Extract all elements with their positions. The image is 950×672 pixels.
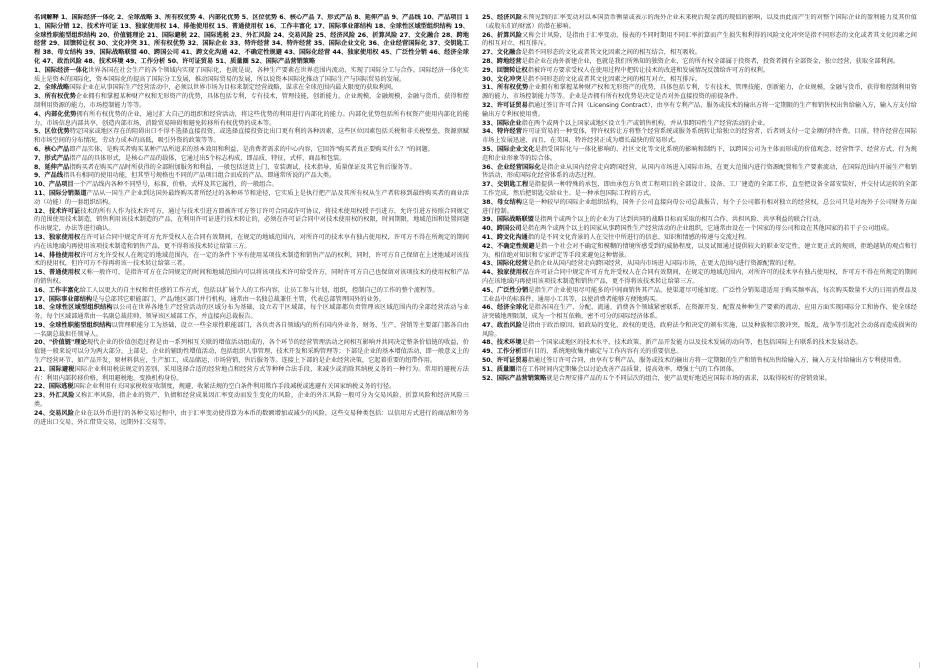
term-heading: 1、国际经济一体化: [34, 66, 89, 74]
term-heading: 32、许可证贸易: [482, 101, 528, 109]
term-definition: 许可方允许受权人在规定的地域范围内，在一定的条件下享有使用某项技术制造和销售产品的权利，同时，许可方自己保留在上述地域对该技术的使用权，但许可方不得再将该一技术转让给第三者。: [34, 251, 469, 268]
definition-entry: [34, 190, 469, 208]
definition-entry: [482, 14, 917, 32]
term-heading: 50、许可证贸易: [482, 357, 528, 365]
term-definition: 是指一个社会对不确定和模糊的情境所感受到的威胁程度，以及试图通过提供较大的职业安定性，建立更正式的规则，拒绝越轨的观点和行为，相信绝对知识和专家评定等手段来避免这种情景。: [482, 242, 917, 259]
term-definition: 指产品的具体形式，是核心产品的载体，它通过出5个标志构成，即品质，特征，式样，商品和包装。: [69, 154, 346, 162]
definition-entry: [34, 67, 469, 85]
term-definition: 指的是不同文化背景的人在交往中所进行的信息、知识和情感的传递与交流过程。: [527, 233, 751, 241]
definition-entry: [482, 181, 917, 199]
definition-entry: [482, 199, 917, 217]
definition-entry: [34, 146, 469, 155]
term-definition: 指通过签订许可合同（Licensing Contract），由享有专利产品、服务或技术的输出方将一定期限的生产和销售权出售给输入方，输入方支付给输出方专利权使用费。: [482, 101, 917, 118]
term-definition: 是指两个或两个以上的企业为了达到共同的战略目标而采取的相互合作、共担风险、共享利益的联合行动。: [533, 216, 825, 224]
term-heading: 33、国际企业: [482, 119, 522, 127]
term-heading: 44、独家使用权: [482, 269, 529, 277]
left-entries: [34, 67, 469, 428]
right-column: [482, 14, 917, 646]
definition-entry: [482, 357, 917, 366]
term-heading: 37、交钥匙工程: [482, 181, 529, 189]
definition-entry: [34, 111, 469, 129]
term-heading: 31、所有权优势: [482, 84, 529, 92]
definition-entry: [34, 287, 469, 296]
definition-entry: [482, 234, 917, 243]
term-definition: 是指由于政治原因，如政局的变化，政权的更迭，政府法令和决定的颁布实施，以及种族和宗教冲突，叛乱，战争等引起社会动荡而造成损害的风险。: [482, 321, 917, 338]
term-definition: 是指一个国家或地区的技术水平，技术政策，新产品开发能力以及技术发展的动向等，也包括国际上有联系的技术发展动态。: [521, 339, 862, 347]
term-definition: 技术的所有人作为技术许可方，通过与技术引进方即被许可方签订许可合同或许可协议，将技术使用权授予引进方，允许引进方按照合同规定的范围使用技术制造，销售利用该技术制造的产品，在利用许可证进行技术转让的，必须在许可证合同中对技术使用权的权限，时间期限，地域范围和处置问题作出规定，办法等进行确认。: [34, 207, 469, 233]
term-heading: 16、工作丰富化: [34, 286, 80, 294]
definition-entry: [482, 260, 917, 269]
definition-entry: [482, 269, 917, 287]
term-heading: 3、所有权优势: [34, 93, 76, 101]
term-definition: 是指企业在海外新建企业，也就是我们所熟知的独资企业，它的所有权全部属于投资者，投资者拥有全部资金，独立经营，获取全部利润。: [521, 57, 899, 65]
term-heading: 15、普通使用权: [34, 269, 81, 277]
term-heading: 9、产品线: [34, 172, 64, 180]
term-heading: 25、经济风险: [482, 14, 523, 21]
term-heading: 23、外汇风险: [34, 392, 75, 400]
definition-entry: [34, 392, 469, 410]
definition-entry: [482, 287, 917, 305]
term-definition: 未预见到的汇率变动对以本国货币衡量或表示的海外企业未来税后现金流的现值的影响，以及由此而产生的对整个国际企业的盈利能力及其价值（或股东们的财富）的潜在影响。: [482, 14, 917, 30]
definition-entry: [34, 128, 469, 146]
term-heading: 42、不确定性规避: [482, 242, 535, 250]
term-heading: 38、母女结构: [482, 198, 523, 206]
term-heading: 17、国际事业部结构: [34, 295, 93, 303]
term-definition: 企业在以外币进行的各种交易过程中，由于汇率变动使得算为本币的数额增加或减少的风险，这些交易种类包括：以信用方式进行的商品和劳务的进出口交易，外汇借贷交易，远期外汇交易等。: [34, 409, 469, 426]
definition-entry: [34, 252, 469, 270]
term-definition: 又称会计风险，是指由于汇率变动，报表的不同时期用不同汇率折算而产生损失和利得的风险文化冲突是指不同形态的文化或者其文化因素之间的相互对立，相互排斥。: [482, 31, 917, 48]
term-heading: 51、质量圈: [482, 365, 516, 373]
term-definition: 在许可证合同中规定许可方允许受权人在合同有效期间，在规定的地域范围内，对所许可的技术享有独占使用权，许可方不得在所规定的期间内在该地域内再使用该项技术制造和销售产品，更不得将该技术转让给第三方。: [482, 269, 917, 285]
term-definition: 指通过签订许可合同，由享有专利产品、服务或技术的输出方将一定期限的生产和销售权出售给输入方，输入方支付给输出方专利使用费。: [527, 357, 906, 365]
term-heading: 18、全球性区域型组织结构: [34, 304, 113, 312]
page-fold-mark-right: [916, 662, 922, 668]
term-definition: 国际企业利用有关国家税收征收制度，规避、收紧法规的空白条件利用欺诈手段减税或逃避有关国家纳税义务的行径。: [73, 383, 396, 391]
definition-entry: [482, 225, 917, 234]
term-definition: 给工人以更大的自主权和责任感的工作方式，包括以扩展个人的工作内容，让员工参与计划，组织，控制自己的工作的整个流程等。: [79, 286, 439, 294]
term-heading: 36、企业经营国际化: [482, 163, 541, 171]
term-definition: 是指受国际化与一体化影响的、社区文化等文化系统的影响和制约下，以跨国公司为主体而形成的价值观念、经营哲学、经营方式、行为规范和企业形象等的综合体。: [482, 145, 917, 162]
term-heading: 26、折算风险: [482, 31, 523, 39]
term-definition: 是指企业从国内经营走向跨国经营，从国内市场进入国际市场，在更大范围内进行资源配置和生产要素流动，在国际范围内开展生产和销售活动，形成国际化经营体系的动态过程。: [482, 163, 917, 180]
definition-entry: [482, 146, 917, 164]
term-heading: 34、特许经营: [482, 128, 523, 136]
term-definition: 是指各国在生产、分配、流通、消费各个领域紧密联系，在资源开发、配置及种种生产要素的流动、应用方面实现国际分工和协作，使全球经济突破地理限制，成为一个相互依赖、密不可分的国际经济体系。: [482, 304, 917, 321]
term-definition: 许可证贸易的一种变体，特许权转让方将整个经营系统或服务系统转让给独立的经营者，后者则支付一定金额的特许费。目前，特许经营在国际市场上发展迅速，而且，在美国，特许经营正成为增长最快的贸易形式。: [482, 128, 917, 145]
definition-entry: [34, 383, 469, 392]
definition-entry: [482, 84, 917, 102]
term-heading: 14、排他使用权: [34, 251, 81, 259]
definition-entry: [482, 128, 917, 146]
term-heading: 20、"价值链"理论: [34, 339, 87, 347]
term-definition: 是指生产企业使用尽可能多的中间商销售其产品，使渠道尽可能加宽。广泛性分销渠道适用于购买频率高，每次购买数量不大的日用消费品及工业品中的标准件、通用小工具等，以使消费者能够方便地购买。: [482, 286, 917, 303]
term-heading: 29、回馈转让权: [482, 66, 528, 74]
term-definition: 即产品实体，是购买者购买某种产品所追求的基本效用和利益，是消费者需求的中心内容，它回答"购买者真正要购买什么？"的问题。: [69, 145, 434, 153]
term-definition: 一个产品线内各种不同型号，标准，价格，式样及其它属性，的一般组合。: [73, 181, 278, 189]
term-definition: 指在工作时间内定期集会以讨论改善产品质量、提高效率、增强士气的工作团体。: [515, 365, 739, 373]
term-heading: 27、文化融合: [482, 49, 522, 57]
term-heading: 40、跨国公司: [482, 225, 522, 233]
term-definition: 又称一般许可，是指许可方在合同规定的时间和地域范围内可以将该项技术许可给受许方，同时许可方自己也保留对该项技术的使用权和产品的销售权。: [34, 269, 469, 285]
definition-entry: [482, 216, 917, 225]
term-definition: 是指企业从国内经营走向跨国经营，从国内市场进入国际市场，在更大范围内进行资源配置的过程。: [527, 260, 800, 268]
term-definition: 即有目的、系统地收集并确定与工作内容有关的重要信息。: [521, 348, 683, 356]
term-definition: 这是一种较早的国际企业组织结构，国外子公司直接向母公司总裁报告，每个子公司都有相对独立的经营权，总公司只是对海外子公司财务方面进行控制。: [482, 198, 917, 215]
term-heading: 41、跨文化沟通: [482, 233, 528, 241]
page-fold-mark: [474, 662, 480, 668]
term-heading: 30、文化冲突: [482, 75, 522, 83]
term-heading: 13、独家使用权: [34, 233, 81, 241]
term-heading: 52、国际产品营销策略: [482, 374, 547, 382]
definition-entry: [482, 366, 917, 375]
term-list: [34, 14, 469, 67]
term-definition: 企业拥有和掌握某种财产权和无形资产的优势，具体包括专利，专有技术，管理技能，创新能力，企业规模，金融与货币，获得和控制利用资源的能力，市场控制能力等等。企业是否拥有所有权优势是决定是否对外直接投资的前提条件。: [482, 84, 917, 101]
term-definition: 指被许可方要求受权人在使用过程中把转让技术的改进和发展情况反馈给许可方的权利。: [527, 66, 770, 74]
term-definition: 以管理职能分工为基础，设立一些全球性职能部门，各负责各自领域内的所有国内外业务，财务、生产、营销等主要部门都各自由一名副总裁担任领导人。: [34, 321, 469, 338]
definition-entry: [34, 410, 469, 428]
term-definition: 是指不同形态的文化或者其文化因素之间的相互结合，相互吸收。: [521, 49, 701, 57]
term-definition: 是指在两个或两个以上的国家从事跨国性生产经营活动的企业组织，它通常由设在一个国家的母公司和设在其他国家的若干子公司组成。: [521, 225, 893, 233]
term-definition: 是指提供一种特殊的承包，即由承包方负责工程项目的全部设计、设备、工厂建造的全部工作，直至把设备全部安装好，并交付试运转的全部工作完成，然后把钥匙交给业主。是一种承包国际工程的方式。: [482, 181, 917, 197]
term-heading: 7、形式产品: [34, 154, 70, 162]
definition-entry: [34, 208, 469, 234]
definition-entry: [34, 84, 469, 93]
term-definition: 是指不同形态的文化或者其文化因素之间的相互对立，相互排斥。: [521, 75, 701, 83]
term-heading: 46、经济全球化: [482, 304, 529, 312]
term-definition: 特定国家或地区存在的阻碍出口不得不选择直接投资，或选择直接投资比出口更有利的各种因素，这些区位因素包括关税和非关税壁垒，资源禀赋和市场空间的分布情况，劳动力成本的高低，吸引外资的政策等等。: [34, 128, 469, 145]
term-definition: 企业拥有和掌握某种财产权和无形资产的优势，具体包括专利，专有技术，管理技能，创新能力，企业规模，金融规模，金融与货币，获得和控制利用资源的能力，市场控制能力等等。: [34, 93, 469, 109]
term-heading: 10、产品项目: [34, 181, 74, 189]
term-heading: 11、国际分销渠道: [34, 189, 87, 197]
term-definition: 国际企业在从事国际生产经营活动中，必须以世界市场为目标来制定经营战略，谋求在全球范围内最大限度的获取利润。: [69, 84, 398, 92]
term-heading: 22、国际逃税: [34, 383, 74, 391]
definition-entry: [482, 58, 917, 67]
term-heading: 8、延伸产品: [34, 163, 70, 171]
definition-entry: [482, 67, 917, 76]
definition-entry: [482, 32, 917, 50]
term-definition: 指购买者在购买产品时所获得的全部附加服务和利益，一般包括送货上门，安装调试，技术指导，质量保证及其它售后服务等。: [69, 163, 416, 171]
definition-entry: [34, 181, 469, 190]
definition-entry: [482, 304, 917, 322]
term-heading: 5、区位优势: [34, 128, 70, 136]
definition-entry: [482, 49, 917, 58]
term-definition: 指在两个或两个以上国家或地区设立生产或销售机构，并从事跨国性生产经营活动的企业。: [521, 119, 770, 127]
term-heading: 45、广泛性分销: [482, 286, 529, 294]
term-heading: 39、国际战略联盟: [482, 216, 534, 224]
definition-entry: [482, 322, 917, 340]
definition-entry: [482, 243, 917, 261]
definition-entry: [34, 322, 469, 340]
left-column: [34, 14, 469, 646]
right-entries: [482, 14, 917, 383]
term-definition: 是与总部其它职能部门、产品/地区部门并行机构，通常由一名独总裁兼任主管，代表总部管理国外的业务。: [92, 295, 386, 303]
definition-entry: [34, 234, 469, 252]
definition-entry: [482, 102, 917, 120]
term-definition: 现代企业的价值创造过程是由一系列相互关联的增值活动组成的，各个环节的经营管理活动之间相互影响并共同决定整条价值链的收益，价值链一般来说可以分为两大部分，上部是，企业的辅助性增值活动，包括组织人事管理，技术开发和采购管理等；下部是企业的基本增值活动，即一般意义上的生产经营环节，如产品开发，原材料供应，生产加工，成品储运，市场营销，售后服务等。连接上下部的是企业经营决策，它起着重要的纽带作用。: [34, 339, 469, 365]
definition-entry: [34, 304, 469, 322]
term-definition: 以公司在世界各地生产经营活动的区域分布为基础，设立若干区域部，每个区域部都负责管理该区域范围内的全部经营活动与业务，每个区域部通常由一名副总裁挂帅，领导该区域部工作，并直接向总裁报告。: [34, 304, 469, 321]
term-heading: 28、跨地经营: [482, 57, 522, 65]
definition-entry: [34, 155, 469, 164]
definition-entry: [482, 375, 917, 384]
term-definition: 产品从一国生产企业到达国外最终购买者所经过的各种环节和途径，它实质上是执行把产品及其所有权从生产者转移到最终购买者的商业活动（功能）的一套组织结构。: [34, 189, 469, 206]
term-heading: 49、工作分析: [482, 348, 522, 356]
term-definition: 在许可证合同中规定许可方允许受权人在合同有效期间，在规定的地域范围内，对所许可的技术享有独占使用权，许可方不得在所规定的期间内在该地域内再使用该项技术制造和销售产品，更不得将该技术转让给第三方。: [34, 233, 469, 250]
definition-entry: [34, 93, 469, 111]
definition-entry: [482, 339, 917, 348]
term-list-text: 1、国际经济一体化 2、全球战略 3、所有权优势 4、内部化优势 5、区位优势 6、核心产品 7、形式产品 8、延伸产品 9、产品线 10、产品项目 11、国际分销 12、技术许可证 13、独家使用权 14、排他使用权 15、普通使用权 16、工作丰富化 17、国际事业部结构 18、全球性区域型组织结构 19、全球性职能型组织结构 20、价值链理论 21、国际避税 22、国际逃税 23、外汇风险 24、交易风险 25、经济风险 26、折算风险 27、文化融合 28、跨地经营 29、回馈转让权 30、文化冲突 31、所有权优势 32、国际企业 33、特许经营 34、特许经营 35、国际企业文化 36、企业经营国际化 37、交钥匙工程 38、母女结构 39、国际战略联盟 40、跨国公司 41、跨文化沟通 42、不确定性规避 43、国际化经营 44、独家使用权 45、广泛性分销 46、经济全球化 47、政治风险 48、技术环境 49、工作分析 50、许可证贸易 51、质量圈 52、国际产品营销策略: [34, 14, 469, 65]
term-heading: 35、国际企业文化: [482, 145, 535, 153]
term-definition: 指具有相同的使用功能，但其型号规格也不同的产品项目组合而成的产品，即通常所说的产品大类。: [63, 172, 336, 180]
term-heading: 24、交易风险: [34, 409, 75, 417]
term-heading: 6、核心产品: [34, 145, 70, 153]
term-definition: 国际企业利用税法规定的差别，采用选择合适的经营地点和经营方式等种种合法手段，来减少或消除其纳税义务的一种行为。常用的避税方法有：利用内部转移价格，利用避税地，变换机构身份。: [34, 365, 469, 382]
term-heading: 12、技术许可证: [34, 207, 81, 215]
term-heading: 4、内部化优势: [34, 110, 77, 118]
definition-entry: [34, 269, 469, 287]
definition-entry: [482, 348, 917, 357]
term-heading: 2、全球战略: [34, 84, 70, 92]
term-heading: 43、国际化经营: [482, 260, 528, 268]
definition-entry: [34, 172, 469, 181]
definition-entry: [482, 164, 917, 182]
term-definition: 就是合理安排产品的五个不同层次的组合，使产品更好地适应国际市场的需求，以取得较好的营销效果。: [546, 374, 831, 382]
term-definition: 拥有所有权优势的企业，通过扩大自己的组织和经营活动，将这些优势的利用进行内部化的能力。内部化优势包括所有权资产使用内部化的能力，市场信息内部共享，创造内部市场，消除贸易障碍和避免转移所有权优势的成本等。: [34, 110, 469, 127]
definition-entry: [34, 339, 469, 365]
definition-entry: [34, 296, 469, 305]
term-definition: 又称汇率风险，指企业的资产、负债和经营成果因汇率变动而发生变化的风险，企业的外汇风险一般可分为交易风险，折算风险和经济风险三类。: [34, 392, 469, 409]
term-heading: 19、全球性职能型组织结构: [34, 321, 112, 329]
section-title: 名词解释: [34, 14, 59, 21]
term-heading: 48、技术环境: [482, 339, 522, 347]
term-heading: 21、国际避税: [34, 365, 75, 373]
term-definition: 世界各国在社会生产的各个领域内实现了国际化，也就是说，各种生产要素在世界范围内流动，实现了国际分工与合作。国际经济一体化实质上是资本的国际化，资本国际化的提高了国际分工发展，推动国际贸易的发展，所以说资本国际化推动了国际生产与国际贸易的发展。: [34, 66, 469, 83]
definition-entry: [34, 366, 469, 384]
term-heading: 47、政治风险: [482, 321, 523, 329]
